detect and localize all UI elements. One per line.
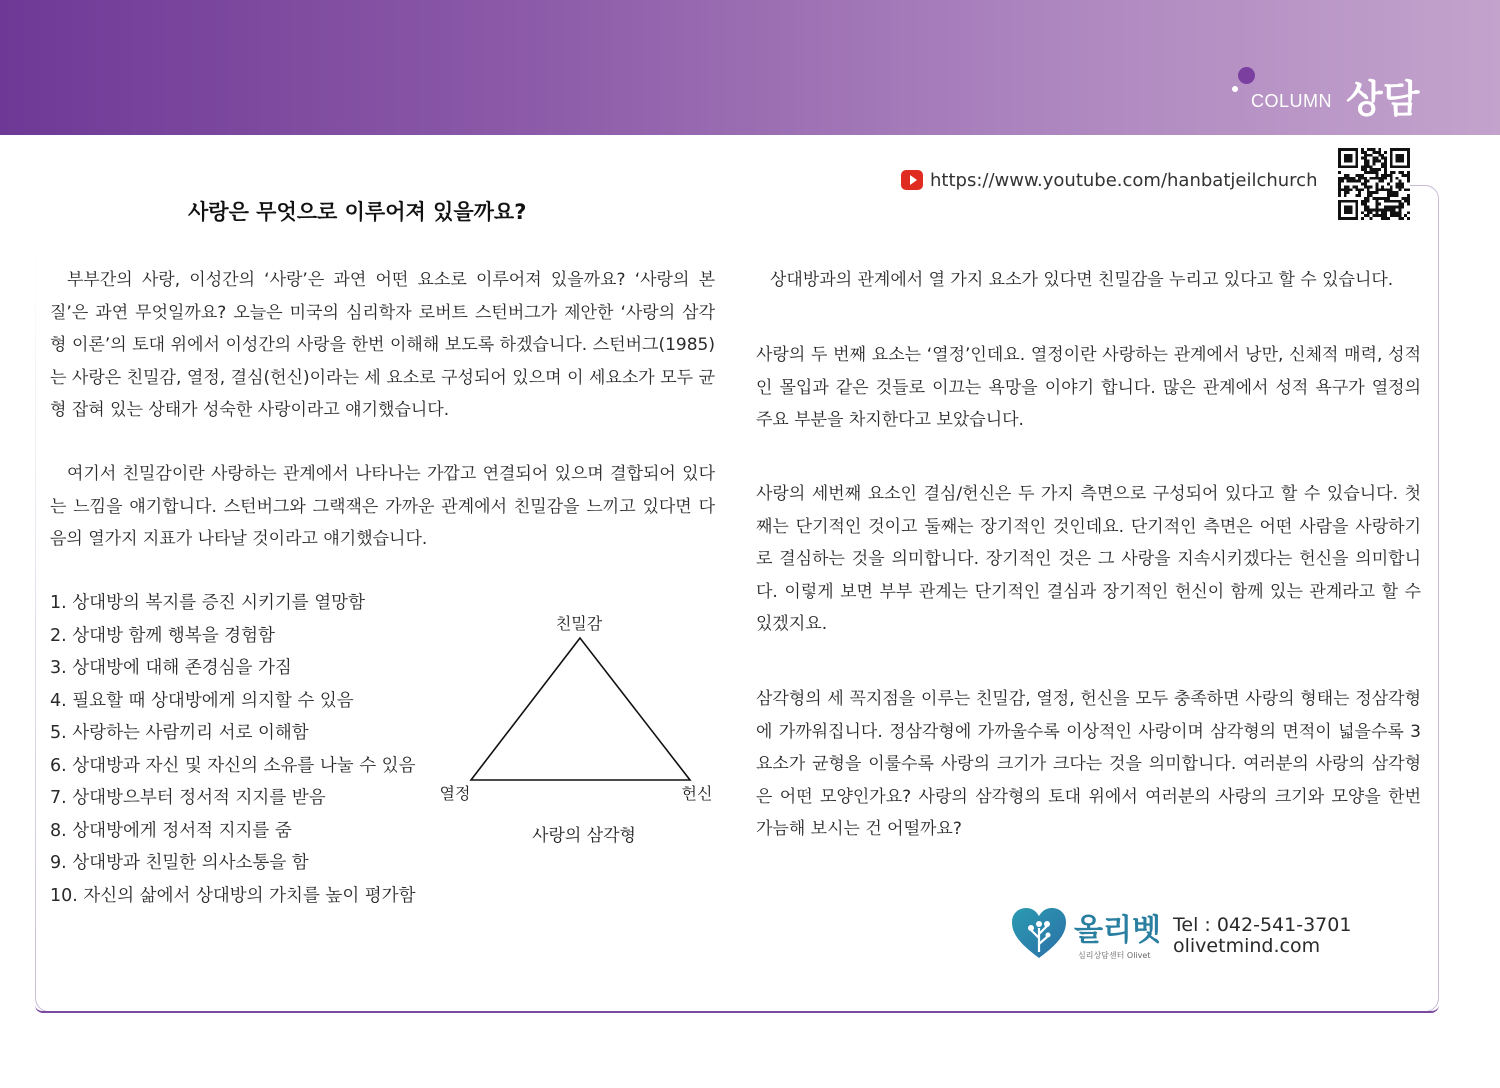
logo-subtitle: 심리상담센터 Olivet <box>1078 951 1151 960</box>
intimacy-indicator-list <box>50 587 416 912</box>
list-item: 7. 상대방으부터 정서적 지지를 받음 <box>50 788 326 808</box>
list-item: 3. 상대방에 대해 존경심을 가짐 <box>50 658 292 678</box>
heart-tree-icon <box>1010 906 1068 960</box>
list-item: 6. 상대방과 자신 및 자신의 소유를 나눌 수 있음 <box>50 755 416 776</box>
decorative-dot <box>1238 67 1255 84</box>
right-paragraph-4: 삼각형의 세 꼭지점을 이루는 친밀감, 열정, 헌신을 모두 충족하면 사랑의 형태는 정삼각형에 가까워집니다. 정삼각형에 가까울수록 이상적인 사랑이며 삼각형의 면적이 넓을수록 3요소가 균형을 이룰수록 사랑의 크기가 크다는 것을 의미합니다. 여러분의 사랑의 삼각형은 어떤 모양인가요? 사랑의 삼각형의 토대 위에서 여러분의 사랑의 크기와 모양을 한번 가늠해 보시는 건 어떨까요? <box>756 689 1421 839</box>
decorative-dot-small <box>1232 86 1238 92</box>
list-item: 2. 상대방 함께 행복을 경험함 <box>50 625 275 646</box>
right-paragraph-1: 상대방과의 관계에서 열 가지 요소가 있다면 친밀감을 누리고 있다고 할 수 있습니다. <box>770 270 1394 290</box>
list-item: 10. 자신의 삶에서 상대방의 가치를 높이 평가함 <box>50 885 416 906</box>
triangle-shape <box>471 638 690 780</box>
triangle-caption: 사랑의 삼각형 <box>532 826 636 845</box>
contact-website[interactable]: olivetmind.com <box>1173 935 1321 957</box>
right-paragraph-2: 사랑의 두 번째 요소는 ‘열정’인데요. 열정이란 사랑하는 관계에서 낭만, 신체적 매력, 성적인 몰입과 같은 것들로 이끄는 욕망을 이야기 합니다. 많은 관계에서 성적 욕구가 열정의 주요 부분을 차지한다고 보았습니다. <box>756 345 1421 430</box>
list-item: 5. 사랑하는 사람끼리 서로 이해함 <box>50 723 309 743</box>
qr-code-icon[interactable] <box>1338 148 1410 220</box>
section-title: 상담 <box>1346 77 1420 121</box>
header-banner <box>0 0 1500 135</box>
list-item: 9. 상대방과 친밀한 의사소통을 함 <box>50 853 309 873</box>
right-paragraph-3: 사랑의 세번째 요소인 결심/헌신은 두 가지 측면으로 구성되어 있다고 할 수 있습니다. 첫째는 단기적인 것이고 둘째는 장기적인 것인데요. 단기적인 측면은 어떤 사람을 사랑하기로 결심하는 것을 의미합니다. 장기적인 것은 그 사랑을 지속시키겠다는 헌신을 의미합니다. 이렇게 보면 부부 관계는 단기적인 결심과 장기적인 헌신이 함께 있는 관계라고 할 수 있겠지요. <box>756 484 1421 634</box>
left-paragraph-2: 여기서 친밀감이란 사랑하는 관계에서 나타나는 가깝고 연결되어 있으며 결합되어 있다는 느낌을 얘기합니다. 스턴버그와 그랙잭은 가까운 관계에서 친밀감을 느끼고 있다면 다음의 열가지 지표가 나타날 것이라고 얘기했습니다. <box>50 464 715 549</box>
logo-name: 올리벳 <box>1074 913 1161 948</box>
triangle-label-passion: 열정 <box>439 784 471 803</box>
left-paragraph-1: 부부간의 사랑, 이성간의 ‘사랑’은 과연 어떤 요소로 이루어져 있을까요? ‘사랑의 본질’은 과연 무엇일까요? 오늘은 미국의 심리학자 로버트 스턴버그가 제안한 ‘사랑의 삼각형 이론’의 토대 위에서 이성간의 사랑을 한번 이해해 보도록 하겠습니다. 스턴버그(1985)는 사랑은 친밀감, 열정, 결심(헌신)이라는 세 요소로 구성되어 있으며 이 세요소가 모두 균형 잡혀 있는 상태가 성숙한 사랑이라고 얘기했습니다. <box>50 270 715 420</box>
contact-telephone: Tel : 042-541-3701 <box>1173 914 1352 936</box>
youtube-link[interactable]: https://www.youtube.com/hanbatjeilchurch <box>930 170 1318 191</box>
triangle-label-intimacy: 친밀감 <box>555 614 603 633</box>
triangle-label-commitment: 헌신 <box>681 784 713 803</box>
list-item: 1. 상대방의 복지를 증진 시키기를 열망함 <box>50 593 365 613</box>
article-title: 사랑은 무엇으로 이루어져 있을까요? <box>188 200 527 224</box>
list-item: 4. 필요할 때 상대방에게 의지할 수 있음 <box>50 690 354 711</box>
column-label: COLUMN <box>1251 91 1333 111</box>
frame-bottom-accent <box>35 1005 1439 1013</box>
list-item: 8. 상대방에게 정서적 지지를 줌 <box>50 820 292 841</box>
love-triangle-diagram <box>430 605 730 845</box>
frame-fade <box>30 240 42 1015</box>
youtube-icon[interactable] <box>901 170 923 190</box>
